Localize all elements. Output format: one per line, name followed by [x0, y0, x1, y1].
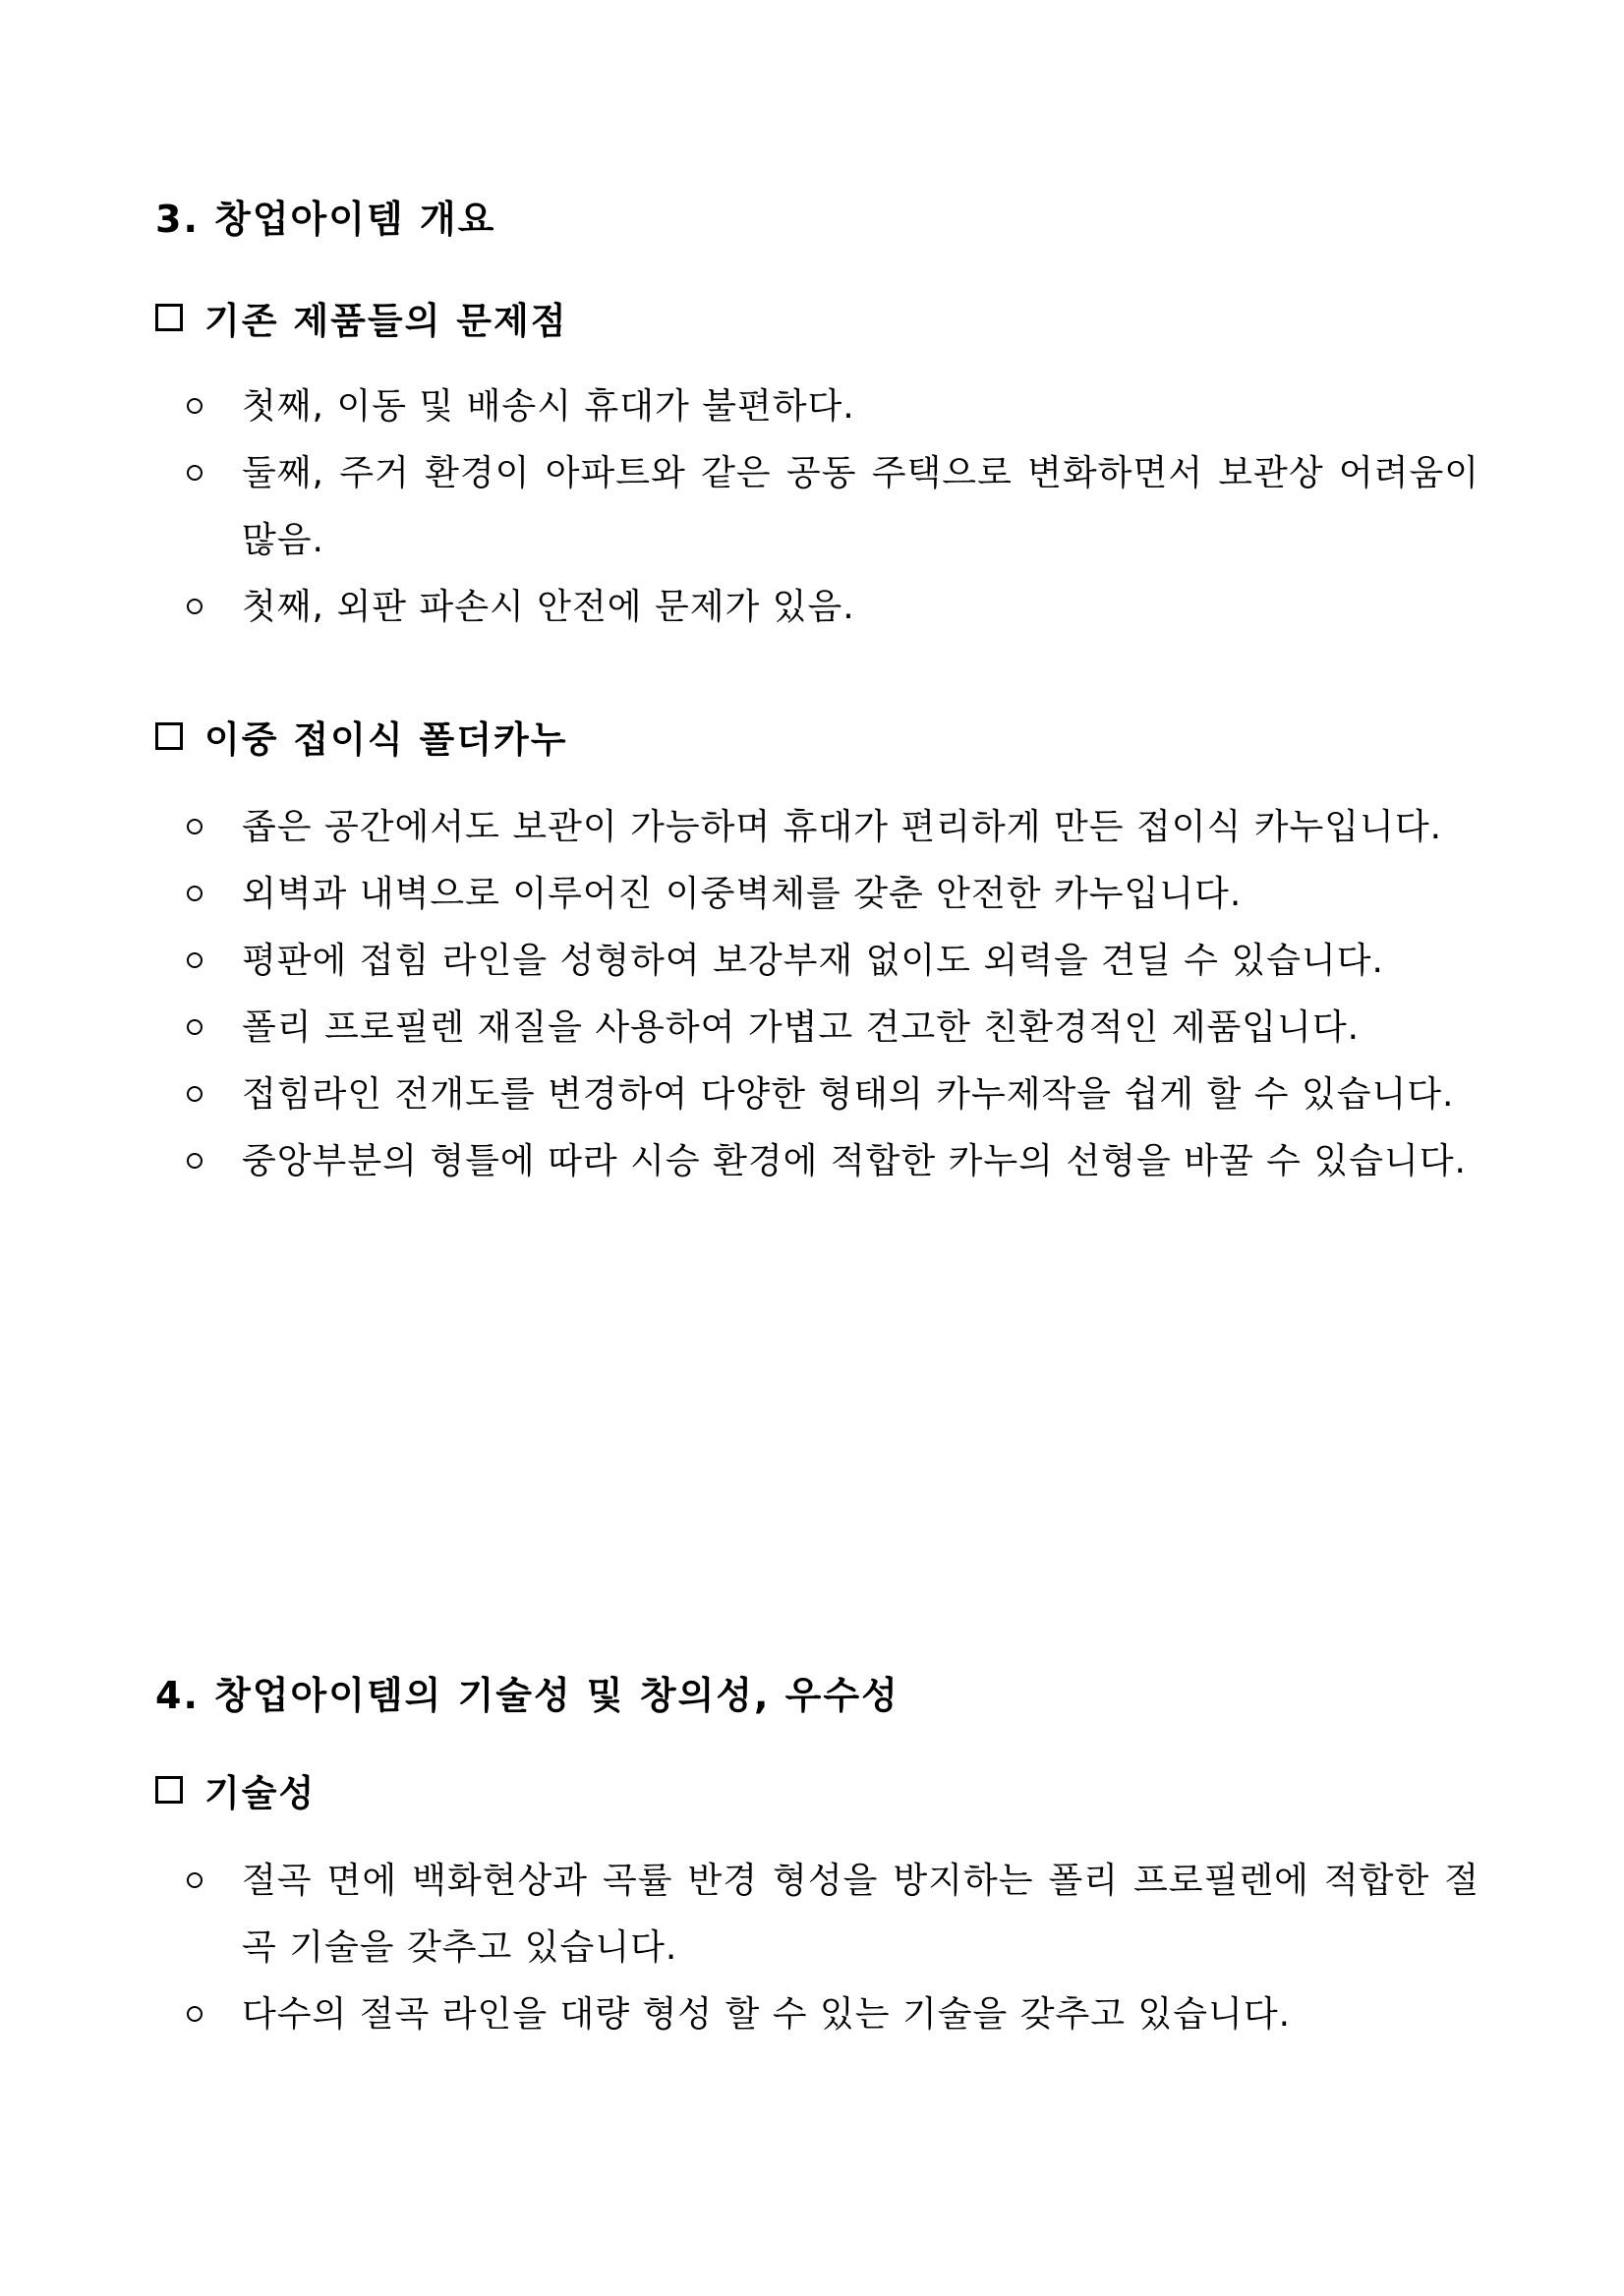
technology-title: 기술성	[204, 1772, 317, 1814]
circle-bullet-icon	[187, 465, 203, 481]
list-item: 좁은 공간에서도 보관이 가능하며 휴대가 편리하게 만든 접이식 카누입니다.	[187, 794, 1479, 861]
list-item: 다수의 절곡 라인을 대량 형성 할 수 있는 기술을 갖추고 있습니다.	[187, 1981, 1479, 2048]
section-3-title: 3. 창업아이템 개요	[155, 198, 496, 241]
product-heading	[155, 710, 567, 763]
circle-bullet-icon	[187, 1019, 203, 1035]
list-item: 평판에 접힘 라인을 성형하여 보강부재 없이도 외력을 견딜 수 있습니다.	[187, 928, 1479, 995]
section-4-title: 4. 창업아이템의 기술성 및 창의성, 우수성	[155, 1674, 899, 1717]
list-item: 첫째, 이동 및 배송시 휴대가 불편하다.	[187, 373, 1479, 440]
technology-heading	[155, 1763, 316, 1816]
problems-list	[187, 373, 1479, 641]
circle-bullet-icon	[187, 819, 203, 834]
circle-bullet-icon	[187, 1086, 203, 1102]
problems-title: 기존 제품들의 문제점	[204, 300, 568, 342]
checkbox-icon	[155, 304, 183, 331]
list-item: 중앙부분의 형틀에 따라 시승 환경에 적합한 카누의 선형을 바꿀 수 있습니다.	[187, 1128, 1479, 1195]
list-item: 외벽과 내벽으로 이루어진 이중벽체를 갖춘 안전한 카누입니다.	[187, 861, 1479, 928]
technology-list	[187, 1848, 1479, 2048]
list-item: 첫째, 외판 파손시 안전에 문제가 있음.	[187, 574, 1479, 641]
circle-bullet-icon	[187, 952, 203, 968]
list-item: 절곡 면에 백화현상과 곡률 반경 형성을 방지하는 폴리 프로필렌에 적합한 절곡 기술을 갖추고 있습니다.	[187, 1848, 1479, 1981]
checkbox-icon	[155, 1776, 183, 1804]
circle-bullet-icon	[187, 2006, 203, 2022]
circle-bullet-icon	[187, 599, 203, 614]
product-title: 이중 접이식 폴더카누	[204, 718, 568, 761]
list-item: 폴리 프로필렌 재질을 사용하여 가볍고 견고한 친환경적인 제품입니다.	[187, 995, 1479, 1062]
list-item: 접힘라인 전개도를 변경하여 다양한 형태의 카누제작을 쉽게 할 수 있습니다.	[187, 1062, 1479, 1128]
problems-heading	[155, 291, 567, 344]
circle-bullet-icon	[187, 886, 203, 901]
checkbox-icon	[155, 722, 183, 750]
circle-bullet-icon	[187, 398, 203, 414]
circle-bullet-icon	[187, 1153, 203, 1169]
list-item: 둘째, 주거 환경이 아파트와 같은 공동 주택으로 변화하면서 보관상 어려움이 많음.	[187, 440, 1479, 574]
product-list	[187, 794, 1479, 1195]
circle-bullet-icon	[187, 1872, 203, 1888]
